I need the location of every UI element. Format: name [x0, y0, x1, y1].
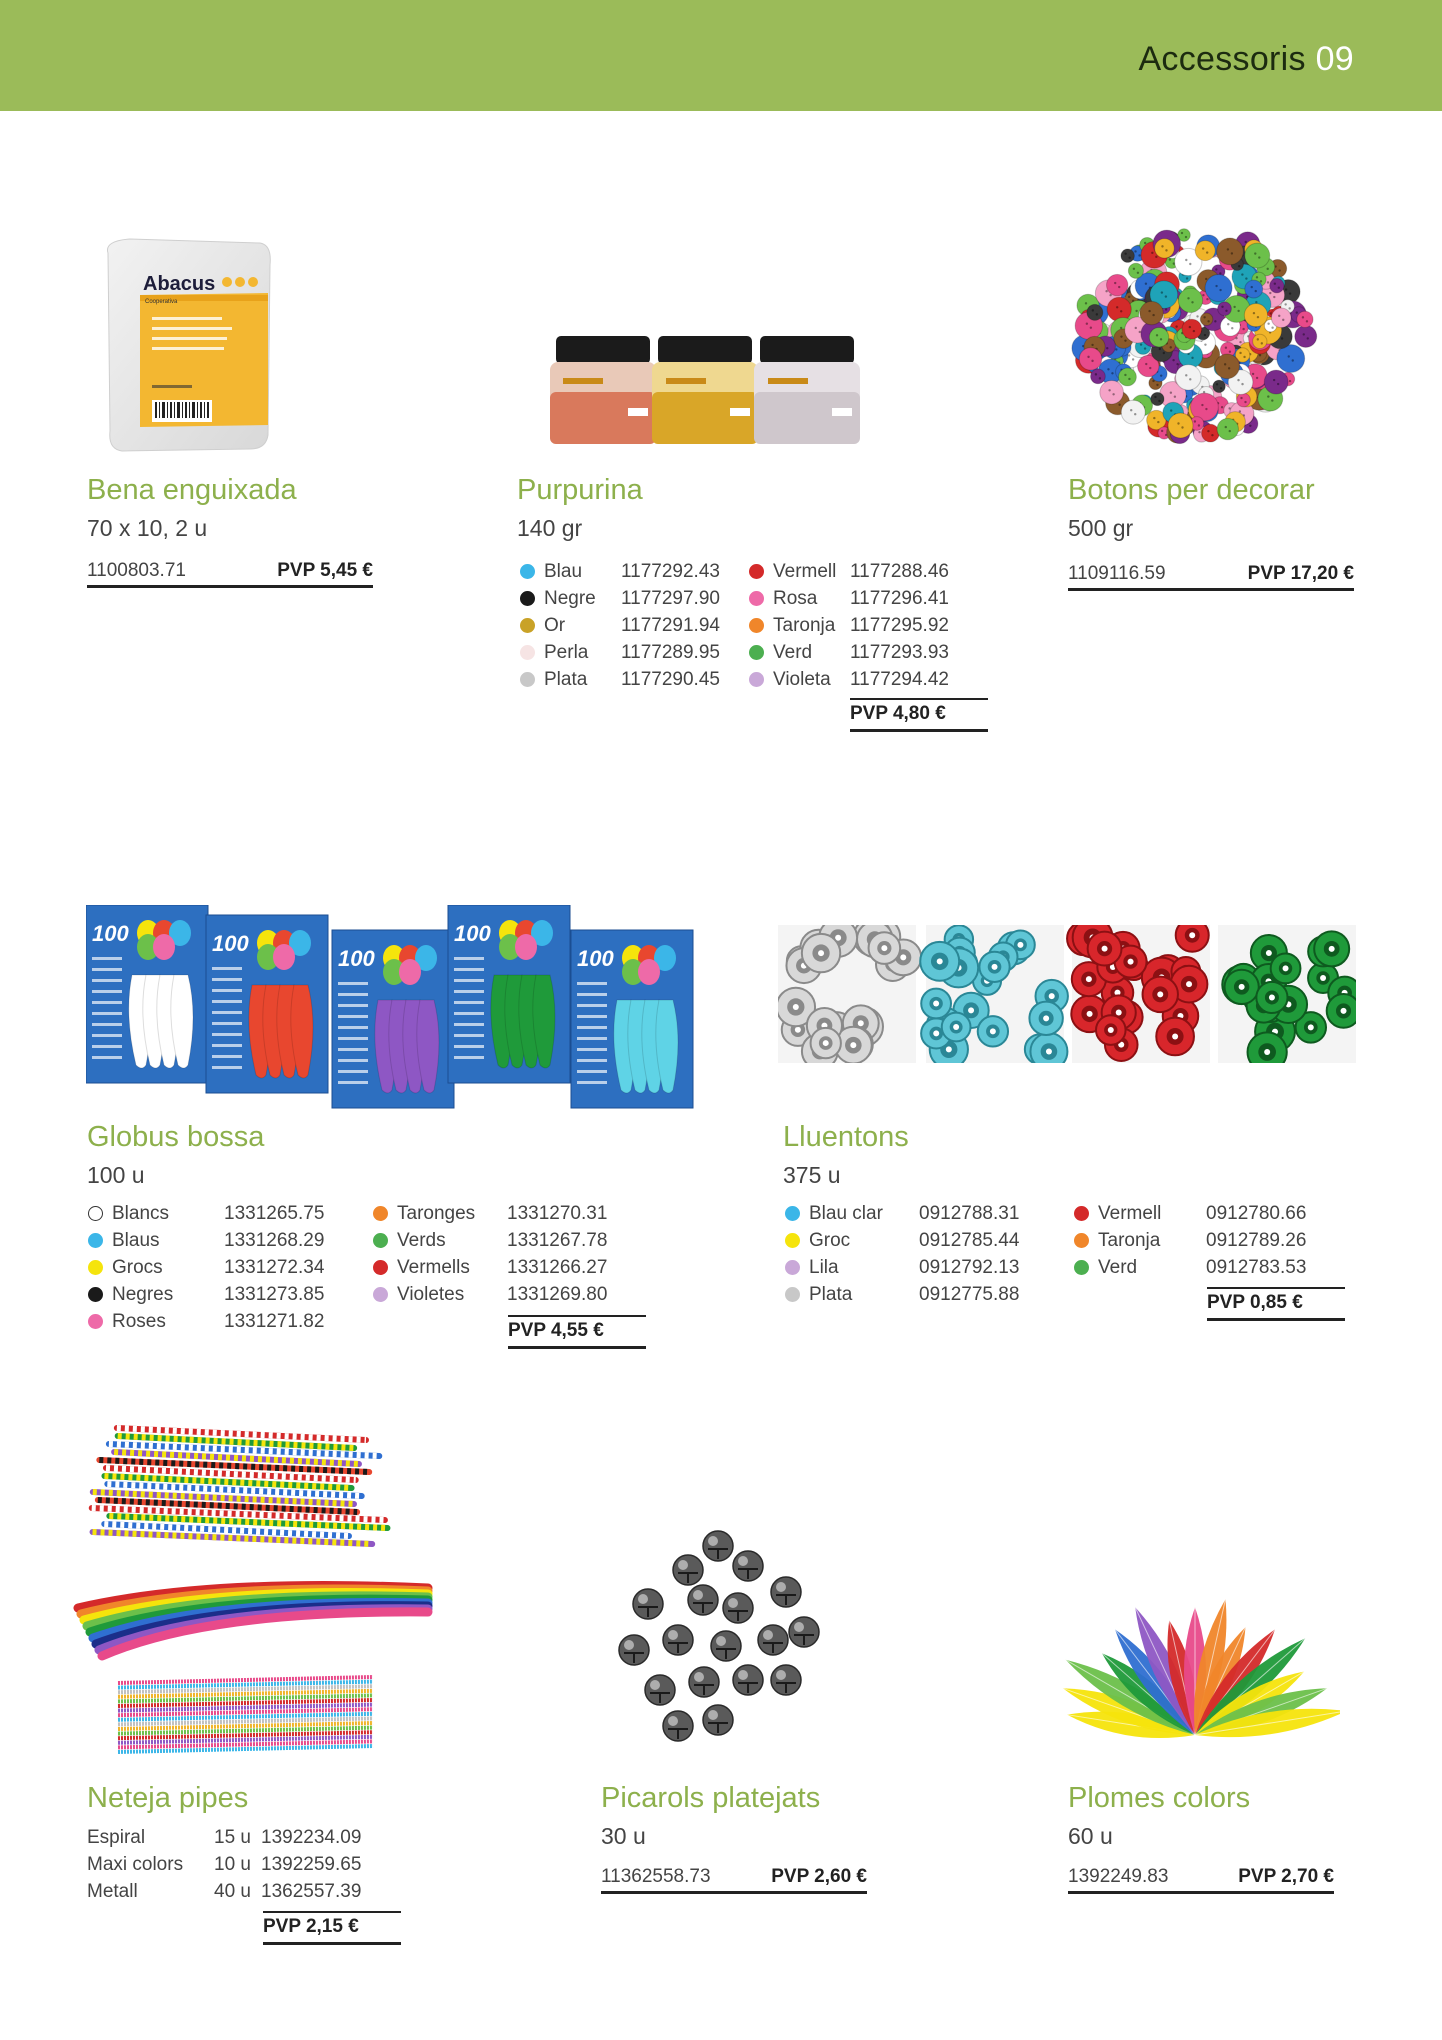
botons-price: PVP 17,20 €	[1247, 563, 1354, 584]
variant-row	[749, 558, 949, 585]
variant-code: 1331265.75	[224, 1202, 325, 1224]
color-swatch	[520, 564, 535, 579]
variant-row	[785, 1200, 1019, 1227]
variant-code: 1331273.85	[224, 1283, 325, 1305]
picarols-size: 30 u	[601, 1823, 646, 1849]
variant-name: Lila	[809, 1256, 839, 1278]
lluentons-variants-left	[785, 1200, 1019, 1308]
picarols-ref: 11362558.73	[601, 1866, 711, 1887]
variant-row	[373, 1254, 607, 1281]
globus-variants-left	[88, 1200, 324, 1335]
variant-code: 1177293.93	[850, 641, 949, 663]
variant-row	[88, 1200, 324, 1227]
variant-row	[520, 639, 720, 666]
variant-code: 0912783.53	[1206, 1256, 1307, 1278]
variant-name: Plata	[809, 1283, 853, 1305]
color-swatch	[749, 645, 764, 660]
variant-code: 1177297.90	[621, 587, 720, 609]
variant-row	[87, 1824, 361, 1851]
variant-name: Taronja	[773, 614, 836, 636]
lluentons-image	[778, 925, 1356, 1063]
variant-code: 1331266.27	[507, 1256, 608, 1278]
variant-name: Or	[544, 614, 566, 636]
variant-code: 1177289.95	[621, 641, 720, 663]
color-swatch	[373, 1260, 388, 1275]
variant-code: 1331270.31	[507, 1202, 608, 1224]
variant-row	[87, 1851, 361, 1878]
svg-text:100: 100	[454, 921, 491, 946]
variant-name: Rosa	[773, 587, 818, 609]
variant-code: 1177295.92	[850, 614, 949, 636]
variant-code: 0912789.26	[1206, 1229, 1307, 1251]
variant-row	[785, 1281, 1019, 1308]
variant-code: 1331271.82	[224, 1310, 325, 1332]
color-swatch	[373, 1206, 388, 1221]
color-swatch	[785, 1287, 800, 1302]
color-swatch	[88, 1314, 103, 1329]
variant-name: Maxi colors	[87, 1853, 184, 1875]
color-swatch	[88, 1287, 103, 1302]
variant-row	[88, 1254, 324, 1281]
variant-name: Blaus	[112, 1229, 160, 1251]
globus-name: Globus bossa	[87, 1121, 265, 1153]
variant-row	[520, 585, 720, 612]
botons-size: 500 gr	[1068, 515, 1134, 541]
neteja-image	[68, 1408, 436, 1768]
color-swatch	[88, 1206, 103, 1221]
color-swatch	[785, 1260, 800, 1275]
color-swatch	[373, 1233, 388, 1248]
svg-text:100: 100	[577, 946, 614, 971]
botons-image	[1070, 212, 1320, 462]
neteja-name: Neteja pipes	[87, 1782, 249, 1814]
plomes-name: Plomes colors	[1068, 1782, 1251, 1814]
plomes-ref-line	[1068, 1866, 1334, 1894]
neteja-price: PVP 2,15 €	[263, 1911, 401, 1945]
color-swatch	[749, 591, 764, 606]
bena-brand: Abacus	[143, 273, 216, 295]
variant-code: 0912785.44	[919, 1229, 1020, 1251]
bena-size: 70 x 10, 2 u	[87, 515, 208, 541]
purpurina-name: Purpurina	[517, 474, 643, 506]
color-swatch	[1074, 1233, 1089, 1248]
variant-code: 1177294.42	[850, 668, 949, 690]
picarols-price: PVP 2,60 €	[771, 1866, 867, 1887]
variant-code: 1362557.39	[261, 1880, 362, 1902]
variant-code: 1177291.94	[621, 614, 720, 636]
bena-price: PVP 5,45 €	[277, 560, 373, 581]
variant-code: 0912780.66	[1206, 1202, 1307, 1224]
color-swatch	[785, 1233, 800, 1248]
section-title: Accessoris	[1138, 40, 1306, 78]
svg-text:100: 100	[92, 921, 129, 946]
variant-row	[785, 1227, 1019, 1254]
lluentons-price: PVP 0,85 €	[1207, 1287, 1345, 1321]
color-swatch	[520, 645, 535, 660]
variant-row	[88, 1227, 324, 1254]
variant-name: Verds	[397, 1229, 446, 1251]
plomes-size: 60 u	[1068, 1823, 1113, 1849]
page-header	[0, 0, 1442, 111]
color-swatch	[520, 618, 535, 633]
variant-row	[785, 1254, 1019, 1281]
botons-name: Botons per decorar	[1068, 474, 1315, 506]
variant-row	[88, 1281, 324, 1308]
purpurina-price: PVP 4,80 €	[850, 698, 988, 732]
color-swatch	[785, 1206, 800, 1221]
bena-ref: 1100803.71	[87, 560, 186, 581]
variant-row	[749, 585, 949, 612]
variant-name: Verd	[773, 641, 813, 663]
variant-name: Groc	[809, 1229, 851, 1251]
variant-code: 1331268.29	[224, 1229, 325, 1251]
color-swatch	[749, 672, 764, 687]
variant-name: Blau	[544, 560, 583, 582]
variant-row	[87, 1878, 361, 1905]
variant-row	[520, 666, 720, 693]
color-swatch	[749, 618, 764, 633]
svg-text:100: 100	[212, 931, 249, 956]
plomes-ref: 1392249.83	[1068, 1866, 1169, 1887]
color-swatch	[88, 1233, 103, 1248]
purpurina-image	[518, 330, 883, 450]
color-swatch	[88, 1260, 103, 1275]
purpurina-size: 140 gr	[517, 515, 583, 541]
variant-name: Plata	[544, 668, 588, 690]
bena-ref-line	[87, 560, 373, 588]
plomes-image	[1030, 1565, 1340, 1765]
globus-variants-right	[373, 1200, 607, 1308]
variant-code: 1331269.80	[507, 1283, 608, 1305]
variant-name: Violetes	[397, 1283, 465, 1305]
variant-qty: 15 u	[214, 1826, 251, 1848]
color-swatch	[1074, 1260, 1089, 1275]
variant-name: Perla	[544, 641, 589, 663]
variant-row	[749, 639, 949, 666]
variant-code: 1331267.78	[507, 1229, 608, 1251]
variant-name: Vermells	[397, 1256, 470, 1278]
variant-code: 1392259.65	[261, 1853, 362, 1875]
variant-row	[1074, 1227, 1306, 1254]
globus-image	[86, 905, 696, 1110]
variant-name: Vermell	[773, 560, 837, 582]
plomes-price: PVP 2,70 €	[1238, 1866, 1334, 1887]
variant-code: 1392234.09	[261, 1826, 362, 1848]
bena-image	[100, 235, 275, 455]
variant-code: 1177290.45	[621, 668, 720, 690]
page-number: 09	[1315, 40, 1354, 78]
variant-code: 0912792.13	[919, 1256, 1020, 1278]
picarols-ref-line	[601, 1866, 867, 1894]
variant-row	[1074, 1254, 1306, 1281]
variant-name: Metall	[87, 1880, 138, 1902]
variant-name: Vermell	[1098, 1202, 1162, 1224]
variant-name: Espiral	[87, 1826, 146, 1848]
globus-price: PVP 4,55 €	[508, 1315, 646, 1349]
globus-size: 100 u	[87, 1162, 145, 1188]
color-swatch	[520, 591, 535, 606]
variant-code: 0912788.31	[919, 1202, 1020, 1224]
variant-code: 1177288.46	[850, 560, 949, 582]
variant-name: Blau clar	[809, 1202, 883, 1224]
neteja-variants	[87, 1824, 361, 1905]
color-swatch	[373, 1287, 388, 1302]
variant-code: 1177296.41	[850, 587, 949, 609]
svg-text:100: 100	[338, 946, 375, 971]
variant-row	[749, 666, 949, 693]
lluentons-variants-right	[1074, 1200, 1306, 1281]
header-title	[1138, 40, 1354, 79]
variant-name: Taronges	[397, 1202, 476, 1224]
variant-code: 0912775.88	[919, 1283, 1020, 1305]
picarols-name: Picarols platejats	[601, 1782, 821, 1814]
variant-row	[749, 612, 949, 639]
variant-name: Negre	[544, 587, 596, 609]
color-swatch	[749, 564, 764, 579]
bena-name: Bena enguixada	[87, 474, 297, 506]
variant-name: Violeta	[773, 668, 831, 690]
variant-name: Blancs	[112, 1202, 170, 1224]
variant-name: Roses	[112, 1310, 166, 1332]
botons-ref-line	[1068, 563, 1354, 591]
variant-row	[1074, 1200, 1306, 1227]
variant-row	[520, 558, 720, 585]
variant-code: 1331272.34	[224, 1256, 325, 1278]
variant-name: Grocs	[112, 1256, 163, 1278]
variant-name: Negres	[112, 1283, 174, 1305]
bena-brand-sub: Cooperativa	[145, 299, 178, 305]
variant-name: Verd	[1098, 1256, 1138, 1278]
lluentons-name: Lluentons	[783, 1121, 909, 1153]
botons-ref: 1109116.59	[1068, 563, 1166, 584]
variant-row	[88, 1308, 324, 1335]
variant-row	[373, 1227, 607, 1254]
variant-row	[373, 1200, 607, 1227]
picarols-image	[608, 1530, 828, 1745]
lluentons-size: 375 u	[783, 1162, 841, 1188]
variant-row	[520, 612, 720, 639]
purpurina-variants-right	[749, 558, 949, 693]
color-swatch	[520, 672, 535, 687]
color-swatch	[1074, 1206, 1089, 1221]
variant-name: Taronja	[1098, 1229, 1161, 1251]
variant-qty: 10 u	[214, 1853, 251, 1875]
variant-qty: 40 u	[214, 1880, 251, 1902]
variant-code: 1177292.43	[621, 560, 720, 582]
variant-row	[373, 1281, 607, 1308]
purpurina-variants-left	[520, 558, 720, 693]
